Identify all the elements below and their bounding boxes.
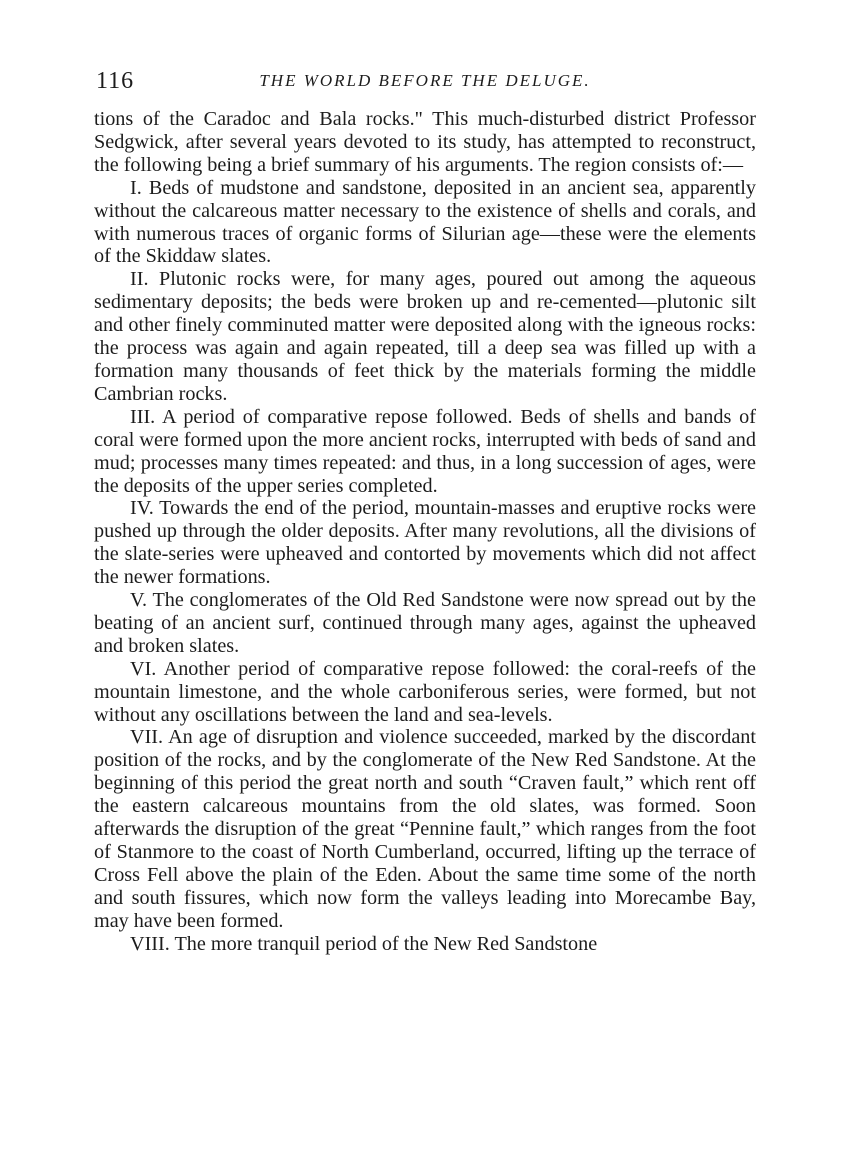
running-head — [94, 68, 756, 98]
body-text — [94, 108, 756, 956]
paragraph-item-iv: IV. Towards the end of the period, mountain-masses and eruptive rocks were pushed up through the older deposits. After many revolutions, all the divisions of the slate-series were upheaved and contorted by movements which did not affect the newer formations. — [94, 497, 756, 589]
paragraph-item-i: I. Beds of mudstone and sandstone, deposited in an ancient sea, apparently without the calcareous matter necessary to the existence of shells and corals, and with numerous traces of organic forms of Silurian age—these were the elements of the Skiddaw slates. — [94, 176, 756, 268]
paragraph-item-v: V. The conglomerates of the Old Red Sandstone were now spread out by the beating of an ancient surf, continued through many ages, against the upheaved and broken slates. — [94, 589, 756, 657]
paragraph-item-iii: III. A period of comparative repose followed. Beds of shells and bands of coral were formed upon the more ancient rocks, interrupted with beds of sand and mud; processes many times repeated: and thus, in a long succession of ages, were the deposits of the upper series completed. — [94, 405, 756, 497]
book-page — [94, 68, 756, 956]
paragraph-item-vii: VII. An age of disruption and violence succeeded, marked by the discordant position of the rocks, and by the conglomerate of the New Red Sandstone. At the beginning of this period the great north and south “Craven fault,” which rent off the eastern calcareous mountains from the old slates, was formed. Soon afterwards the disruption of the great “Pennine fault,” which ranges from the foot of Stanmore to the coast of North Cumberland, occurred, lifting up the terrace of Cross Fell above the plain of the Eden. About the same time some of the north and south fissures, which now form the valleys leading into Morecambe Bay, may have been formed. — [94, 726, 756, 932]
paragraph-item-vi: VI. Another period of comparative repose followed: the coral-reefs of the mountain limestone, and the whole carboniferous series, were formed, but not without any oscillations between the land and sea-levels. — [94, 657, 756, 726]
paragraph-item-viii: VIII. The more tranquil period of the New Red Sandstone — [130, 932, 598, 955]
page-number: 116 — [96, 68, 135, 94]
paragraph-continuation: tions of the Caradoc and Bala rocks." This much-disturbed district Professor Sedgwick, after several years devoted to its study, has attempted to reconstruct, the following being a brief summary of his arguments. The region consists of:— — [94, 108, 756, 176]
paragraph-item-ii: II. Plutonic rocks were, for many ages, poured out among the aqueous sedimentary deposits; the beds were broken up and re-cemented—plutonic silt and other finely comminuted matter were deposited along with the igneous rocks: the process was again and again repeated, till a deep sea was filled up with a formation many thousands of feet thick by the materials forming the middle Cambrian rocks. — [94, 268, 756, 405]
running-title: THE WORLD BEFORE THE DELUGE. — [259, 71, 591, 90]
